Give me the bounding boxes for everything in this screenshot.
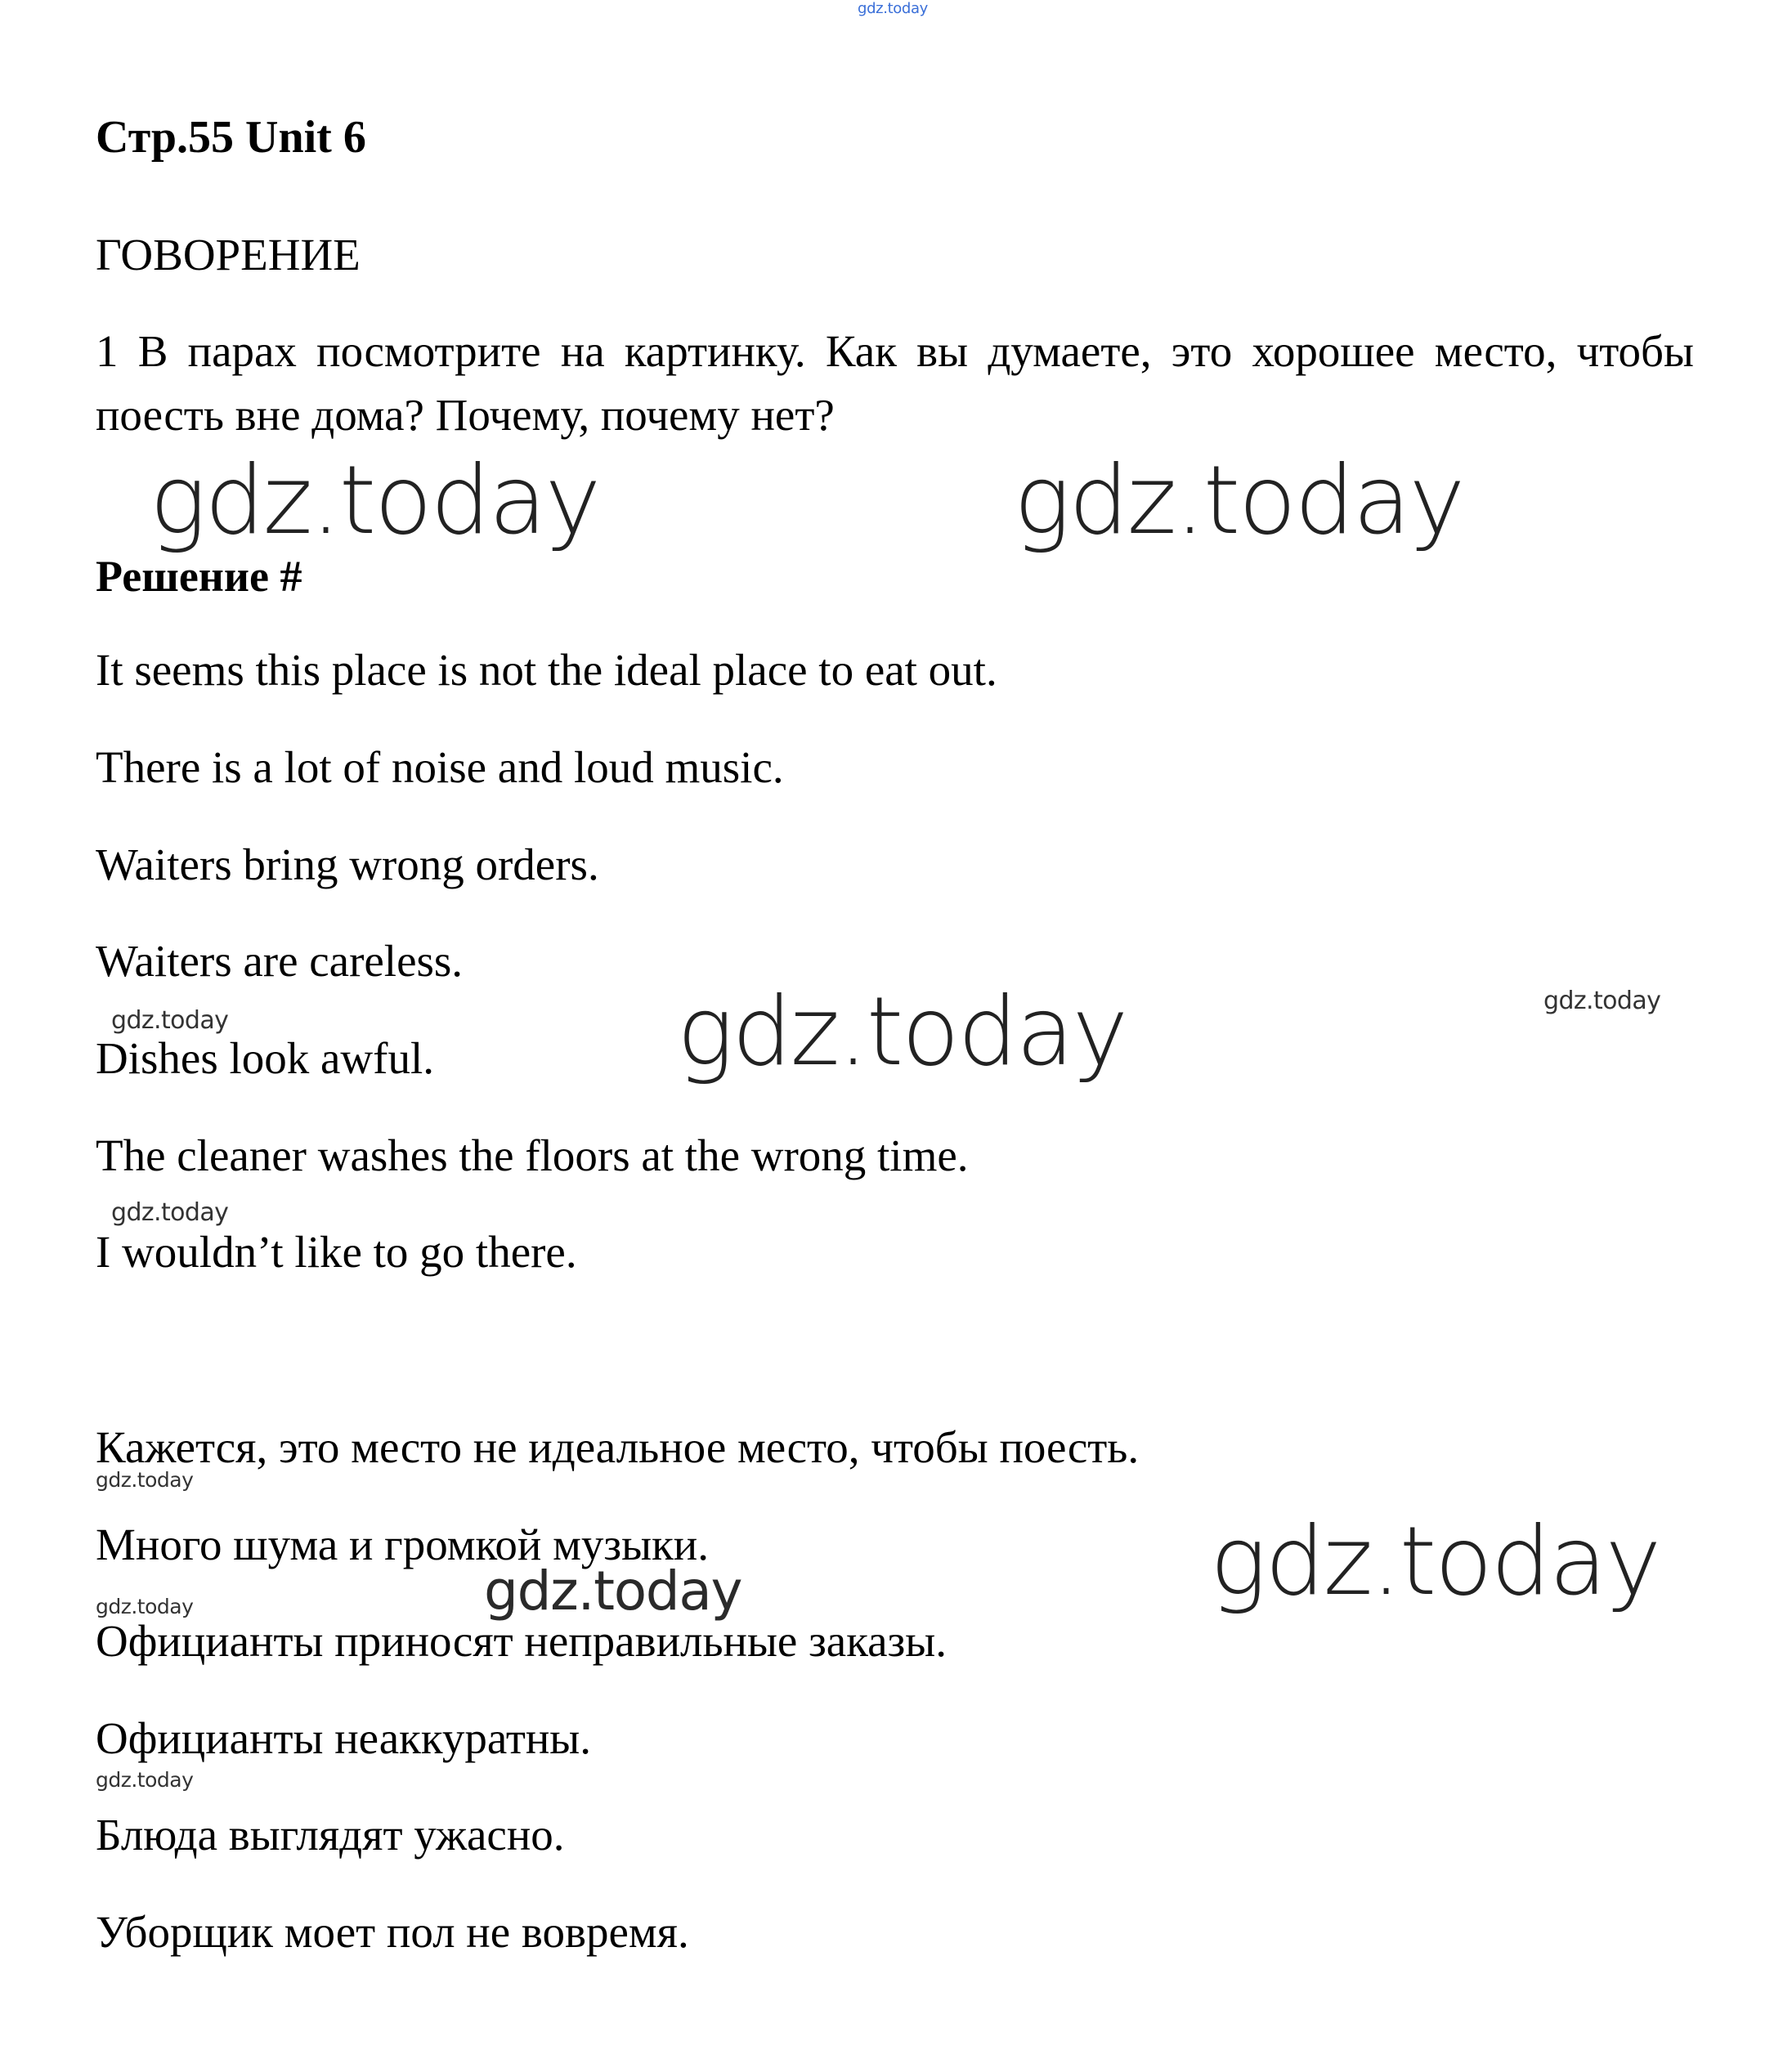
english-line: There is a lot of noise and loud music.	[96, 742, 784, 792]
watermark-small: gdz.today	[111, 1006, 229, 1035]
watermark-large: gdz.today	[1210, 1506, 1660, 1617]
english-line: It seems this place is not the ideal place to eat out.	[96, 645, 997, 695]
english-line: Waiters are careless.	[96, 936, 464, 986]
solution-label: Решение #	[96, 552, 302, 601]
russian-line: Много шума и громкой музыки.	[96, 1520, 709, 1569]
english-line: I wouldn’t like to go there.	[96, 1227, 577, 1277]
english-line: Waiters bring wrong orders.	[96, 839, 599, 889]
russian-line: Блюда выглядят ужасно.	[96, 1810, 565, 1860]
russian-line: Официанты приносят неправильные заказы.	[96, 1616, 947, 1666]
watermark-small: gdz.today	[1543, 987, 1661, 1015]
task-text: 1 В парах посмотрите на картинку. Как вы думаете, это хорошее место, чтобы поесть вне дома? Почему, почему нет?	[96, 326, 1694, 440]
watermark-medium: gdz.today	[484, 1560, 742, 1623]
watermark-small: gdz.today	[111, 1198, 229, 1227]
section-title: ГОВОРЕНИЕ	[96, 230, 361, 280]
watermark-small: gdz.today	[96, 1595, 194, 1618]
russian-line: Кажется, это место не идеальное место, чтобы поесть.	[96, 1422, 1140, 1472]
english-line: The cleaner washes the floors at the wrong time.	[96, 1130, 969, 1180]
watermark-top: gdz.today	[858, 0, 928, 17]
watermark-small: gdz.today	[96, 1468, 194, 1492]
russian-line: Уборщик моет пол не вовремя.	[96, 1907, 689, 1957]
watermark-large: gdz.today	[150, 445, 599, 556]
watermark-small: gdz.today	[96, 1768, 194, 1792]
english-line: Dishes look awful.	[96, 1033, 434, 1083]
russian-line: Официанты неаккуратны.	[96, 1713, 591, 1763]
page-title: Стр.55 Unit 6	[96, 112, 366, 163]
watermark-large: gdz.today	[677, 977, 1127, 1087]
watermark-large: gdz.today	[1014, 445, 1463, 556]
